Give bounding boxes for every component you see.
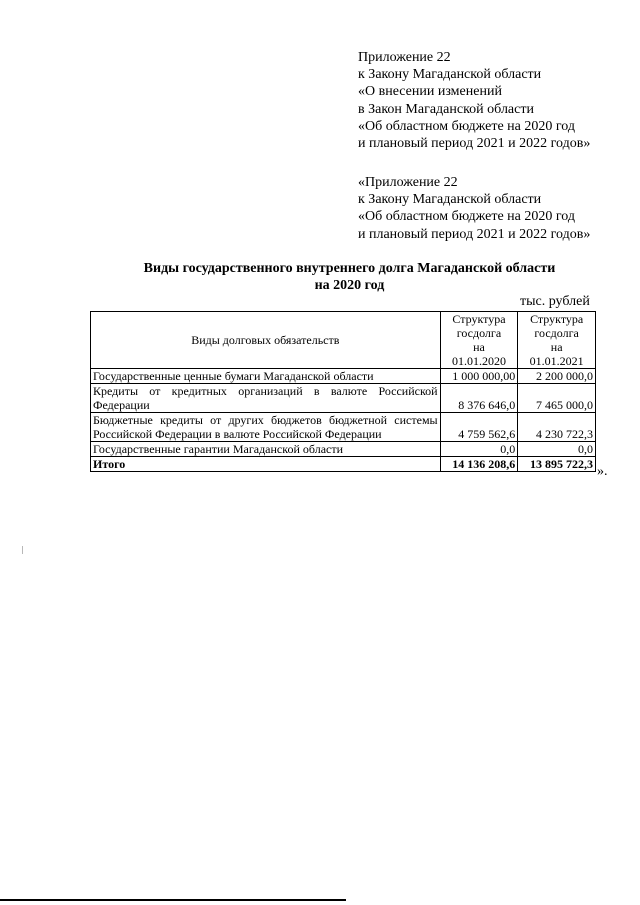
margin-mark	[22, 546, 23, 554]
debt-type-cell: Кредиты от кредитных организаций в валюте Российской Федерации	[91, 384, 441, 413]
header-structure-2020: Структура госдолга на 01.01.2020	[440, 312, 518, 369]
appendix-line: в Закон Магаданской области	[358, 101, 534, 117]
appendix-line: Приложение 22	[358, 50, 451, 65]
appendix-line: «Об областном бюджете на 2020 год	[358, 118, 575, 134]
appendix-line: к Закону Магаданской области	[358, 67, 542, 83]
header-debt-types: Виды долговых обязательств	[91, 312, 441, 369]
table-row	[91, 413, 596, 442]
appendix-line: к Закону Магаданской области	[358, 192, 542, 208]
appendix-reference-amendment	[358, 49, 590, 152]
value-2021-cell: 0,0	[518, 442, 596, 457]
document-title	[92, 260, 607, 294]
total-label-cell: Итого	[91, 457, 441, 472]
table-row	[91, 369, 596, 384]
debt-type-cell: Государственные гарантии Магаданской области	[91, 442, 441, 457]
debt-type-cell: Государственные ценные бумаги Магаданской области	[91, 369, 441, 384]
value-2021-cell: 4 230 722,3	[518, 413, 596, 442]
appendix-line: и плановый период 2021 и 2022 годов»	[358, 136, 591, 152]
closing-quote: ».	[597, 464, 608, 479]
appendix-reference-original	[358, 174, 590, 243]
debt-structure-table	[90, 311, 596, 472]
table-total-row	[91, 457, 596, 472]
appendix-line: «О внесении изменений	[358, 84, 502, 100]
value-2020-cell: 1 000 000,00	[440, 369, 518, 384]
table-row	[91, 442, 596, 457]
value-2020-cell: 4 759 562,6	[440, 413, 518, 442]
appendix-line: и плановый период 2021 и 2022 годов»	[358, 226, 591, 242]
debt-type-cell: Бюджетные кредиты от других бюджетов бюджетной системы Российской Федерации в валюте Российской Федерации	[91, 413, 441, 442]
units-label: тыс. рублей	[520, 294, 590, 309]
appendix-line: «Об областном бюджете на 2020 год	[358, 209, 575, 225]
bottom-rule	[0, 899, 346, 901]
total-2021-cell: 13 895 722,3	[518, 457, 596, 472]
title-line: Виды государственного внутреннего долга Магаданской области	[143, 261, 556, 276]
header-structure-2021: Структура госдолга на 01.01.2021	[518, 312, 596, 369]
value-2020-cell: 0,0	[440, 442, 518, 457]
value-2021-cell: 7 465 000,0	[518, 384, 596, 413]
appendix-line: «Приложение 22	[358, 175, 458, 190]
value-2021-cell: 2 200 000,0	[518, 369, 596, 384]
table-header-row	[91, 312, 596, 369]
value-2020-cell: 8 376 646,0	[440, 384, 518, 413]
table-row	[91, 384, 596, 413]
title-line: на 2020 год	[314, 278, 385, 293]
total-2020-cell: 14 136 208,6	[440, 457, 518, 472]
